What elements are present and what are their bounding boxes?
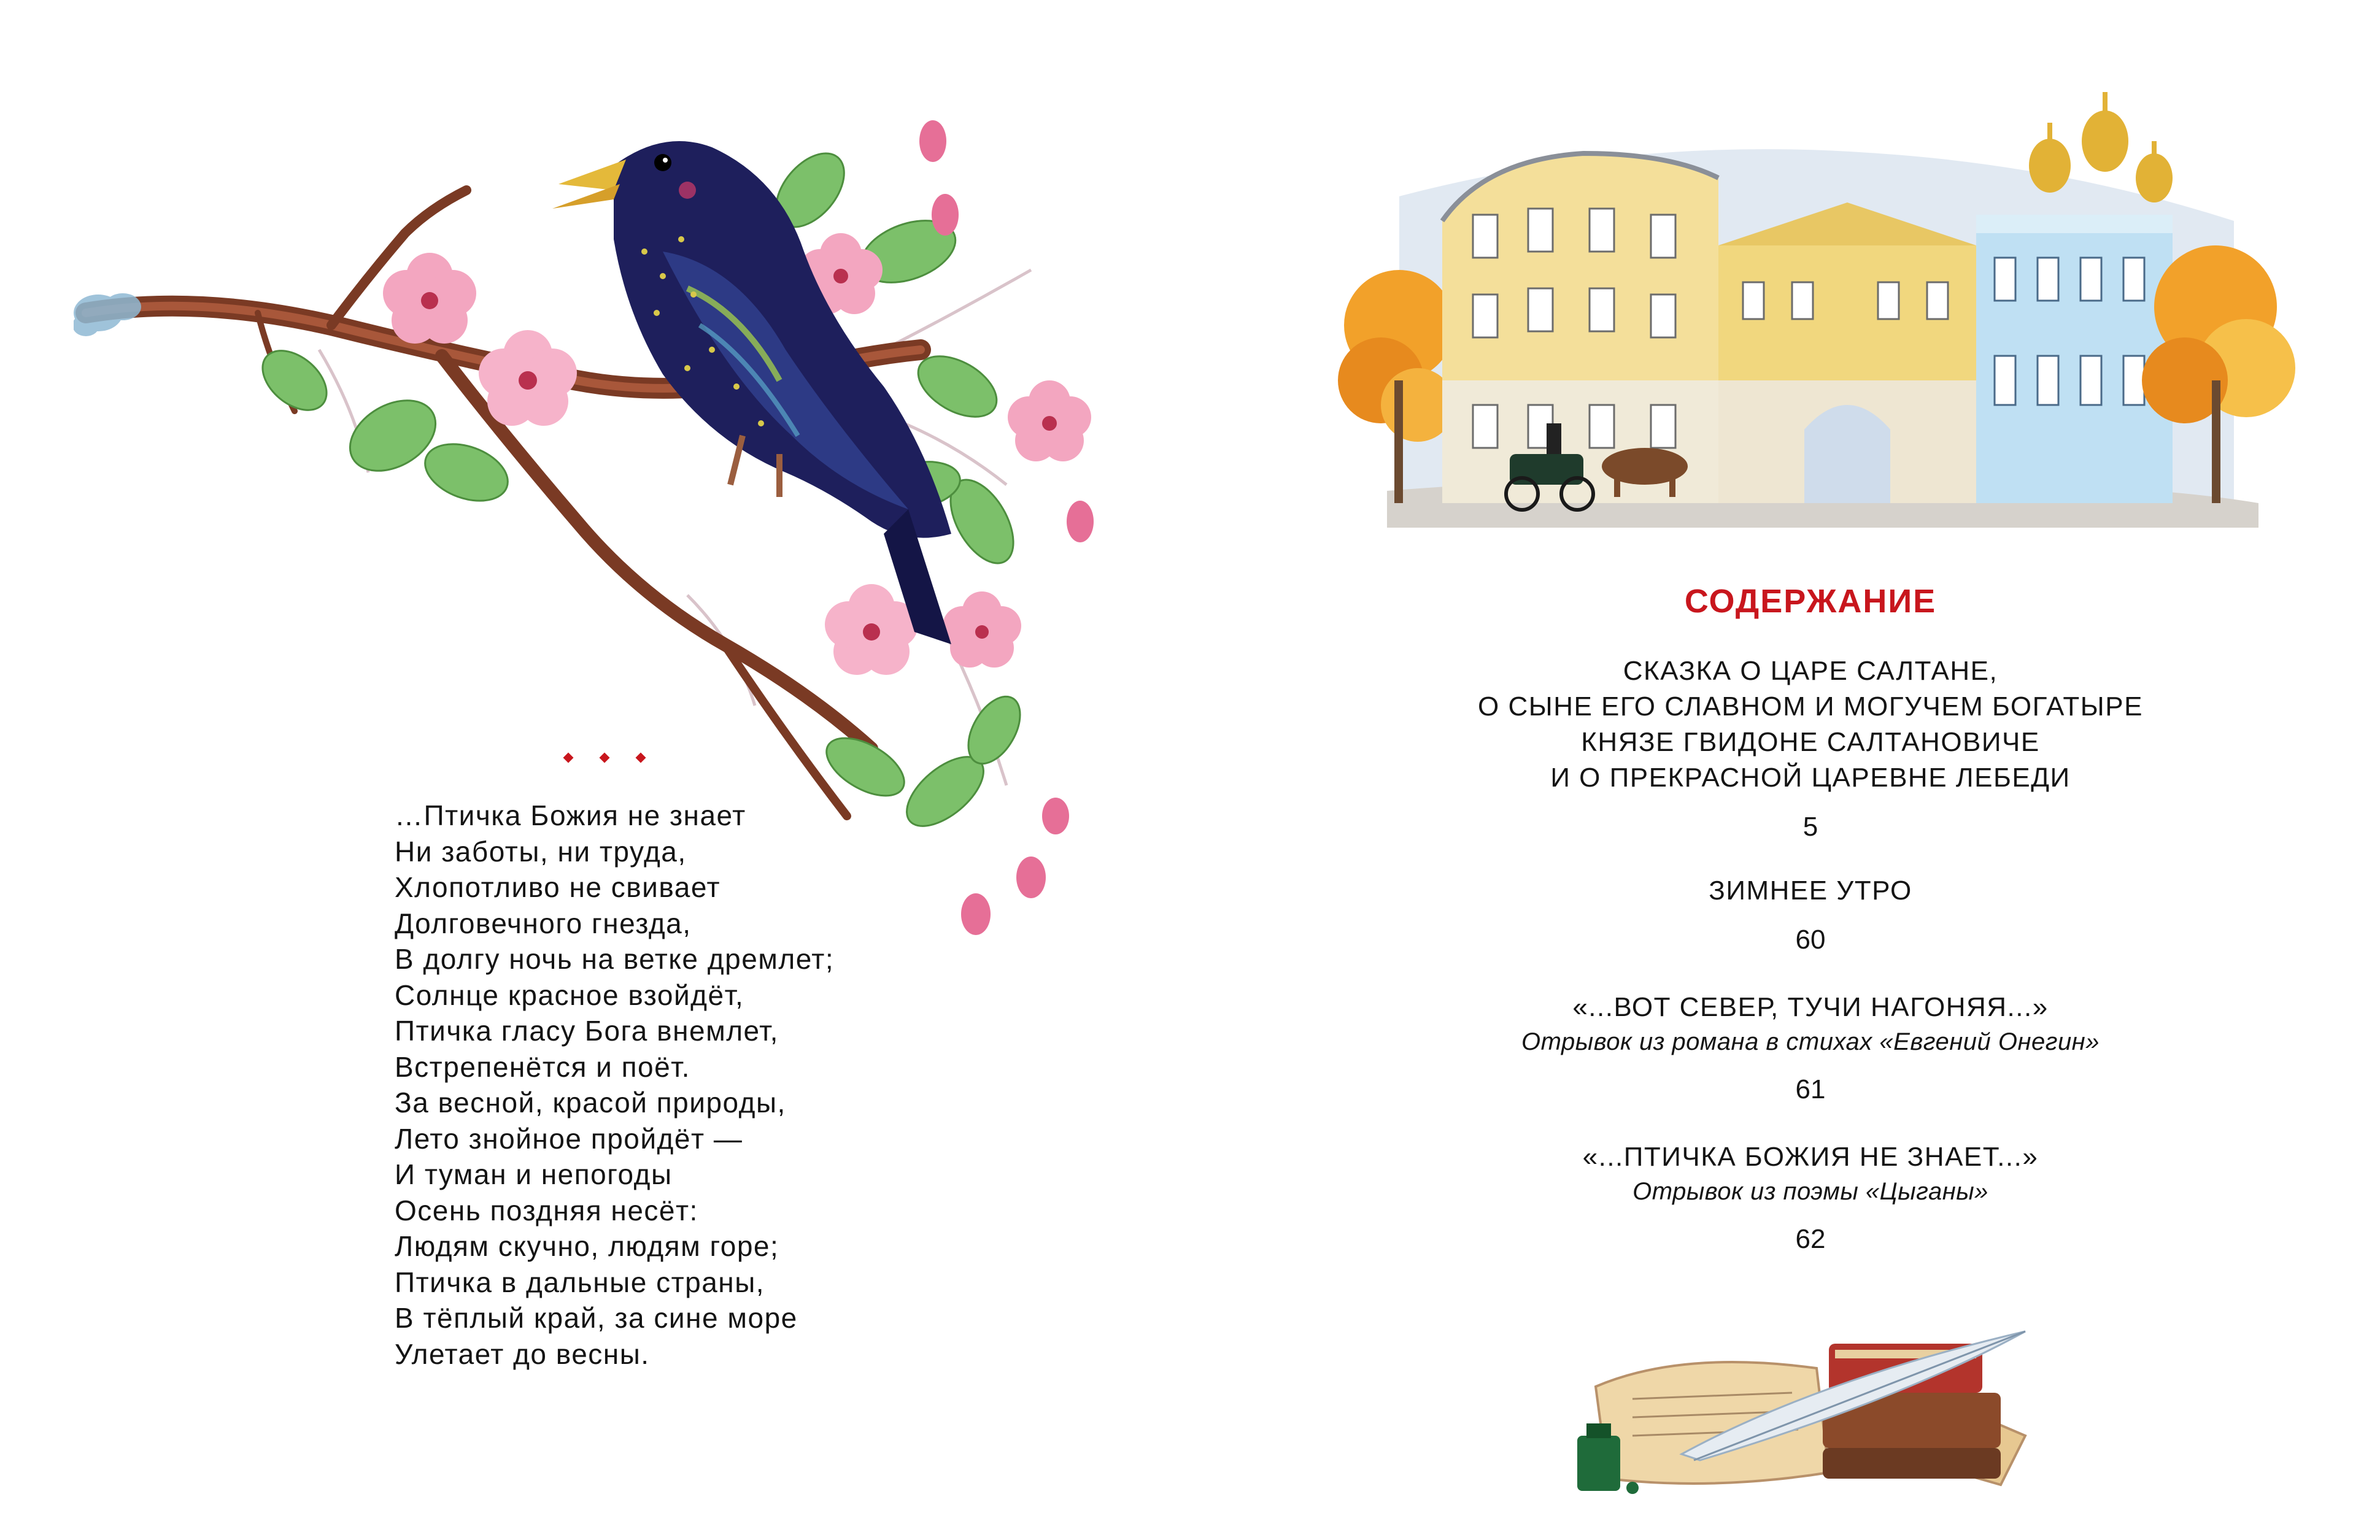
toc-entry-title: О СЫНЕ ЕГО СЛАВНОМ И МОГУЧЕМ БОГАТЫРЕ [1478, 691, 2143, 722]
toc-entry-title: «...ВОТ СЕВЕР, ТУЧИ НАГОНЯЯ...» [1572, 992, 2049, 1022]
tsarskoye-selo-palace-icon [1326, 61, 2308, 552]
toc-entry-title: ЗИМНЕЕ УТРО [1709, 876, 1912, 906]
poem-line: Улетает до весны. [395, 1338, 650, 1370]
poem-line: В долгу ночь на ветке дремлет; [395, 943, 835, 975]
toc-page-number: 61 [1795, 1074, 1826, 1104]
poem-line: Хлопотливо не свивает [395, 871, 721, 903]
toc-entry-title: КНЯЗЕ ГВИДОНЕ САЛТАНОВИЧЕ [1581, 727, 2040, 757]
ornament-star-icon [563, 753, 574, 763]
ornament-star-icon [636, 753, 646, 763]
poem-line: Осень поздняя несёт: [395, 1194, 698, 1226]
toc-entry-title: СКАЗКА О ЦАРЕ САЛТАНЕ, [1623, 656, 1998, 686]
toc-entry-title: «...ПТИЧКА БОЖИЯ НЕ ЗНАЕТ...» [1582, 1142, 2039, 1172]
toc-title: СОДЕРЖАНИЕ [1684, 583, 1937, 620]
toc-entry[interactable] [1375, 990, 2246, 1107]
poem-line: И туман и непогоды [395, 1158, 673, 1190]
poem-line: Птичка гласу Бога внемлет, [395, 1015, 779, 1047]
poem-line: Солнце красное взойдёт, [395, 979, 744, 1011]
poem-line: Ни заботы, ни труда, [395, 835, 687, 868]
poem-line: Птичка в дальные страны, [395, 1266, 765, 1298]
poem-line: Людям скучно, людям горе; [395, 1230, 779, 1262]
poem-line: За весной, красой природы, [395, 1087, 786, 1118]
toc-entry-title: И О ПРЕКРАСНОЙ ЦАРЕВНЕ ЛЕБЕДИ [1550, 763, 2071, 793]
toc-entry[interactable] [1375, 873, 2246, 958]
section-ornament [565, 745, 644, 770]
table-of-contents [1375, 653, 2246, 1257]
toc-page-number: 60 [1795, 925, 1826, 955]
toc-page-number: 5 [1802, 812, 1818, 842]
poem-line: …Птичка Божия не знает [395, 799, 746, 831]
poem-line: Долговечного гнезда, [395, 907, 692, 939]
quill-ink-books-icon [1559, 1276, 2074, 1509]
toc-page-number: 62 [1795, 1224, 1826, 1254]
poem-line: Встрепенётся и поёт. [395, 1050, 690, 1083]
toc-entry[interactable] [1375, 653, 2246, 845]
toc-entry-subtitle: Отрывок из поэмы «Цыганы» [1632, 1178, 1988, 1205]
toc-entry-subtitle: Отрывок из романа в стихах «Евгений Онегин» [1521, 1028, 2100, 1055]
ornament-star-icon [600, 753, 610, 763]
poem-line: В тёплый край, за сине море [395, 1302, 798, 1334]
poem-text [395, 798, 1008, 1372]
toc-entry[interactable] [1375, 1139, 2246, 1257]
poem-line: Лето знойное пройдёт — [395, 1122, 743, 1155]
